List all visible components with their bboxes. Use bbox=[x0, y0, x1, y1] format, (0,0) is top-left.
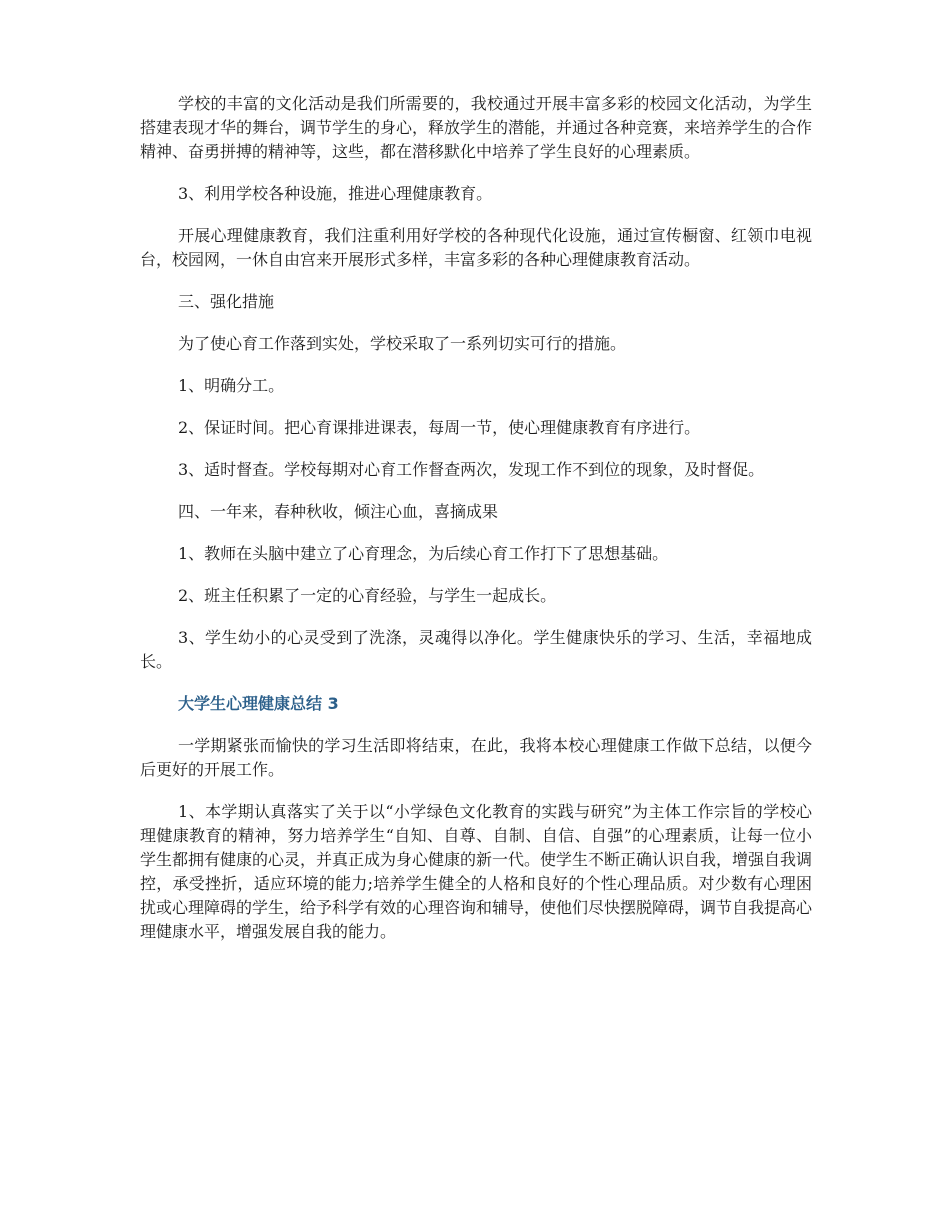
paragraph-measures-intro: 为了使心育工作落到实处，学校采取了一系列切实可行的措施。 bbox=[178, 334, 627, 353]
list-item-students: 3、学生幼小的心灵受到了洗涤，灵魂得以净化。学生健康快乐的学习、生活，幸福地成长。 bbox=[140, 628, 812, 671]
paragraph-summary-intro: 一学期紧张而愉快的学习生活即将结束，在此，我将本校心理健康工作做下总结，以便今后更好的开展工作。 bbox=[140, 736, 812, 779]
list-item-supervision: 3、适时督查。学校每期对心育工作督查两次，发现工作不到位的现象，及时督促。 bbox=[178, 460, 765, 479]
paragraph-summary-item-1: 1、本学期认真落实了关于以“小学绿色文化教育的实践与研究”为主体工作宗旨的学校心理健康教育的精神，努力培养学生“自知、自尊、自制、自信、自强”的心理素质，让每一位小学生都拥有健康的心灵，并真正成为身心健康的新一代。使学生不断正确认识自我，增强自我调控，承受挫折，适应环境的能力;培养学生健全的人格和良好的个性心理品质。对少数有心理困扰或心理障碍的学生，给予科学有效的心理咨询和辅导，使他们尽快摆脱障碍，调节自我提高心理健康水平，增强发展自我的能力。 bbox=[140, 802, 813, 941]
list-item-teacher-concept: 1、教师在头脑中建立了心育理念，为后续心育工作打下了思想基础。 bbox=[178, 544, 669, 563]
document-page bbox=[140, 92, 812, 962]
list-item-division: 1、明确分工。 bbox=[178, 376, 285, 395]
section-strengthen-measures: 三、强化措施 bbox=[178, 292, 275, 311]
paragraph-culture-activities: 学校的丰富的文化活动是我们所需要的，我校通过开展丰富多彩的校园文化活动，为学生搭建表现才华的舞台，调节学生的身心，释放学生的潜能，并通过各种竞赛，来培养学生的合作精神、奋勇拼搏的精神等，这些，都在潜移默化中培养了学生良好的心理素质。 bbox=[140, 94, 813, 161]
section-results: 四、一年来，春种秋收，倾注心血，喜摘成果 bbox=[178, 502, 499, 521]
list-item-time: 2、保证时间。把心育课排进课表，每周一节，使心理健康教育有序进行。 bbox=[178, 418, 701, 437]
section-heading-summary-3: 大学生心理健康总结 3 bbox=[178, 694, 339, 713]
list-item-class-teacher: 2、班主任积累了一定的心育经验，与学生一起成长。 bbox=[178, 586, 557, 605]
paragraph-facilities-heading: 3、利用学校各种设施，推进心理健康教育。 bbox=[178, 184, 493, 203]
paragraph-facilities: 开展心理健康教育，我们注重利用好学校的各种现代化设施，通过宣传橱窗、红领巾电视台，校园网，一休自由宫来开展形式多样，丰富多彩的各种心理健康教育活动。 bbox=[140, 226, 812, 269]
